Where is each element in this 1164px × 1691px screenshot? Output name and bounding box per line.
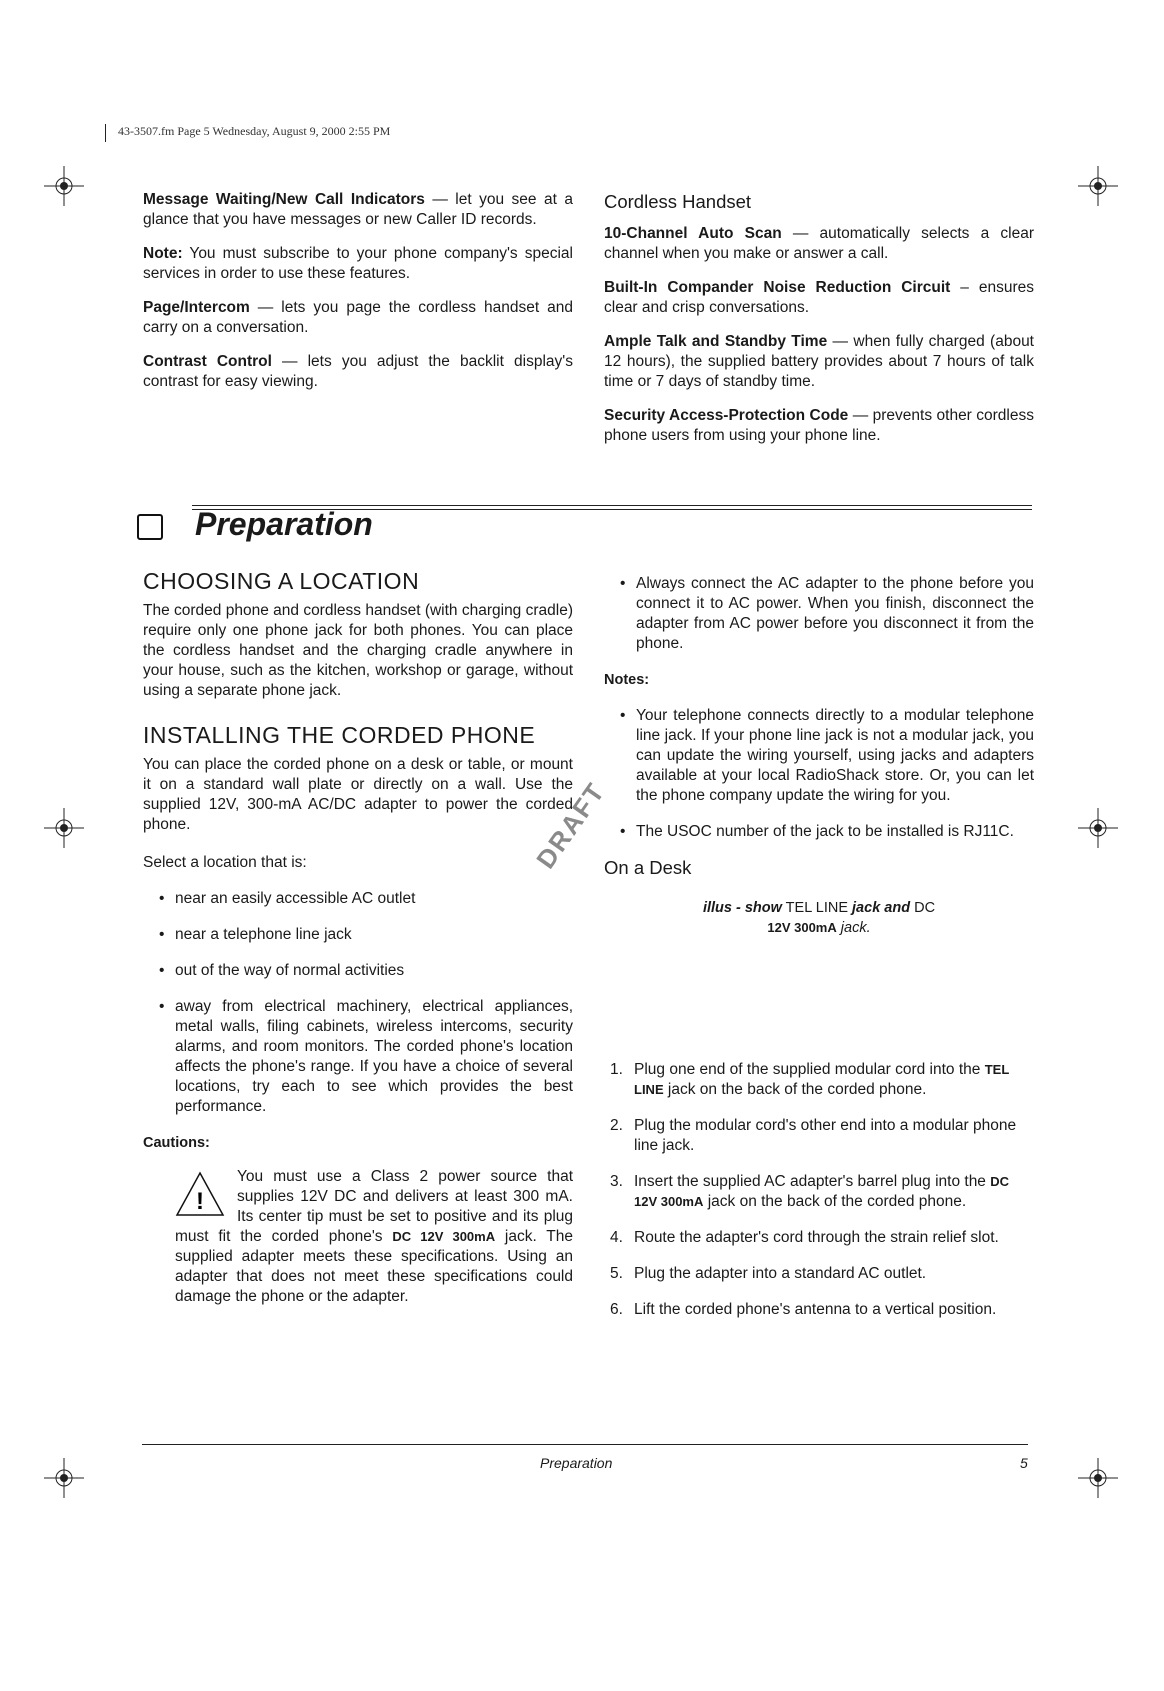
choosing-location-heading: CHOOSING A LOCATION (143, 568, 420, 594)
setup-steps (604, 1060, 1034, 1320)
step-item: 1. Plug one end of the supplied modular cord into the TEL LINE jack on the back of the corded phone. (610, 1061, 1010, 1098)
illustration-placeholder: illus - show TEL LINE jack and DC 12V 300mA jack. (702, 900, 936, 936)
feature-security-code: Security Access-Protection Code — prevents other cordless phone users from using your phone line. (604, 407, 1034, 444)
caution-text: ! You must use a Class 2 power source that supplies 12V DC and delivers at least 300 mA. Its center tip must be set to positive and its plug must fit the corded phone's DC 12V 300mA jack. The supplied adapter meets these specifications. Using an adapter that does not meet these specifications could damage the phone or the adapter. (175, 1168, 573, 1305)
registration-mark-icon (1078, 1458, 1118, 1498)
warning-triangle-icon (175, 1171, 225, 1217)
features-right (604, 192, 1034, 460)
feature-talk-time: Ample Talk and Standby Time — when fully charged (about 12 hours), the supplied battery provides about 7 hours of talk time or 7 days of standby time. (604, 333, 1034, 390)
page-number: 5 (1020, 1455, 1028, 1471)
list-item: • out of the way of normal activities (143, 961, 573, 981)
adapter-bullet (604, 574, 1034, 654)
feature-page-intercom: Page/Intercom — lets you page the cordless handset and carry on a conversation. (143, 299, 573, 336)
step-item: 2. Plug the modular cord's other end into a modular phone line jack. (610, 1117, 1017, 1154)
list-item: • Always connect the AC adapter to the phone before you connect it to AC power. When you finish, disconnect the adapter from AC power before you disconnect it from the phone. (604, 574, 1034, 654)
list-item: • near a telephone line jack (143, 925, 573, 945)
checkbox-square-icon (137, 514, 163, 540)
file-info-header: 43-3507.fm Page 5 Wednesday, August 9, 2000 2:55 PM (118, 124, 391, 138)
registration-mark-icon (1078, 166, 1118, 206)
registration-mark-icon (44, 808, 84, 848)
on-a-desk-heading: On a Desk (604, 857, 692, 878)
feature-compander: Built-In Compander Noise Reduction Circuit – ensures clear and crisp conversations. (604, 279, 1034, 316)
step-item: 3. Insert the supplied AC adapter's barrel plug into the DC 12V 300mA jack on the back of the corded phone. (610, 1173, 1010, 1210)
choosing-location-text: The corded phone and cordless handset (with charging cradle) require only one phone jack for both phones. You can place the cordless handset and the charging cradle anywhere in your house, such as the kitchen, workshop or garage, without using a separate phone jack. (143, 602, 573, 699)
header-divider (105, 124, 106, 142)
footer-section: Preparation (540, 1455, 613, 1471)
feature-contrast: Contrast Control — lets you adjust the backlit display's contrast for easy viewing. (143, 353, 573, 390)
section-title: Preparation (195, 506, 373, 542)
svg-text:!: ! (196, 1188, 204, 1215)
step-item: 6. Lift the corded phone's antenna to a vertical position. (610, 1301, 997, 1318)
step-item: 5. Plug the adapter into a standard AC outlet. (610, 1265, 927, 1282)
feature-note: Note: You must subscribe to your phone company's special services in order to use these features. (143, 245, 573, 282)
feature-message-waiting: Message Waiting/New Call Indicators — let you see at a glance that you have messages or new Caller ID records. (143, 191, 573, 228)
notes-label: Notes: (604, 672, 650, 688)
installing-text: You can place the corded phone on a desk or table, or mount it on a standard wall plate or directly on a wall. Use the supplied 12V, 300-mA AC/DC adapter to power the corded phone. (143, 756, 573, 833)
cautions-label: Cautions: (143, 1135, 210, 1151)
footer-rule (142, 1444, 1028, 1445)
feature-auto-scan: 10-Channel Auto Scan — automatically selects a clear channel when you make or answer a call. (604, 225, 1034, 262)
draft-watermark: DRAFT (530, 776, 612, 874)
cordless-handset-heading: Cordless Handset (604, 191, 752, 212)
list-item: • near an easily accessible AC outlet (143, 889, 573, 909)
left-column (143, 568, 573, 1307)
installing-heading: INSTALLING THE CORDED PHONE (143, 722, 536, 748)
list-item: • The USOC number of the jack to be installed is RJ11C. (604, 822, 1034, 842)
step-item: 4. Route the adapter's cord through the strain relief slot. (610, 1229, 999, 1246)
location-list (143, 889, 573, 1117)
registration-mark-icon (44, 166, 84, 206)
select-location-text: Select a location that is: (143, 854, 307, 871)
list-item: • Your telephone connects directly to a modular telephone line jack. If your phone line jack is not a modular jack, you can update the wiring yourself, using jacks and adapters available at your local RadioShack store. Or, you can let the phone company update the wiring for you. (604, 706, 1034, 806)
right-column (604, 574, 1034, 1336)
registration-mark-icon (1078, 808, 1118, 848)
registration-mark-icon (44, 1458, 84, 1498)
list-item: • away from electrical machinery, electrical appliances, metal walls, filing cabinets, wireless intercoms, security alarms, and room monitors. The corded phone's location affects the phone's range. If you have a choice of several locations, try each to see which provides the best performance. (143, 997, 573, 1117)
notes-list (604, 706, 1034, 842)
features-left (143, 190, 573, 406)
